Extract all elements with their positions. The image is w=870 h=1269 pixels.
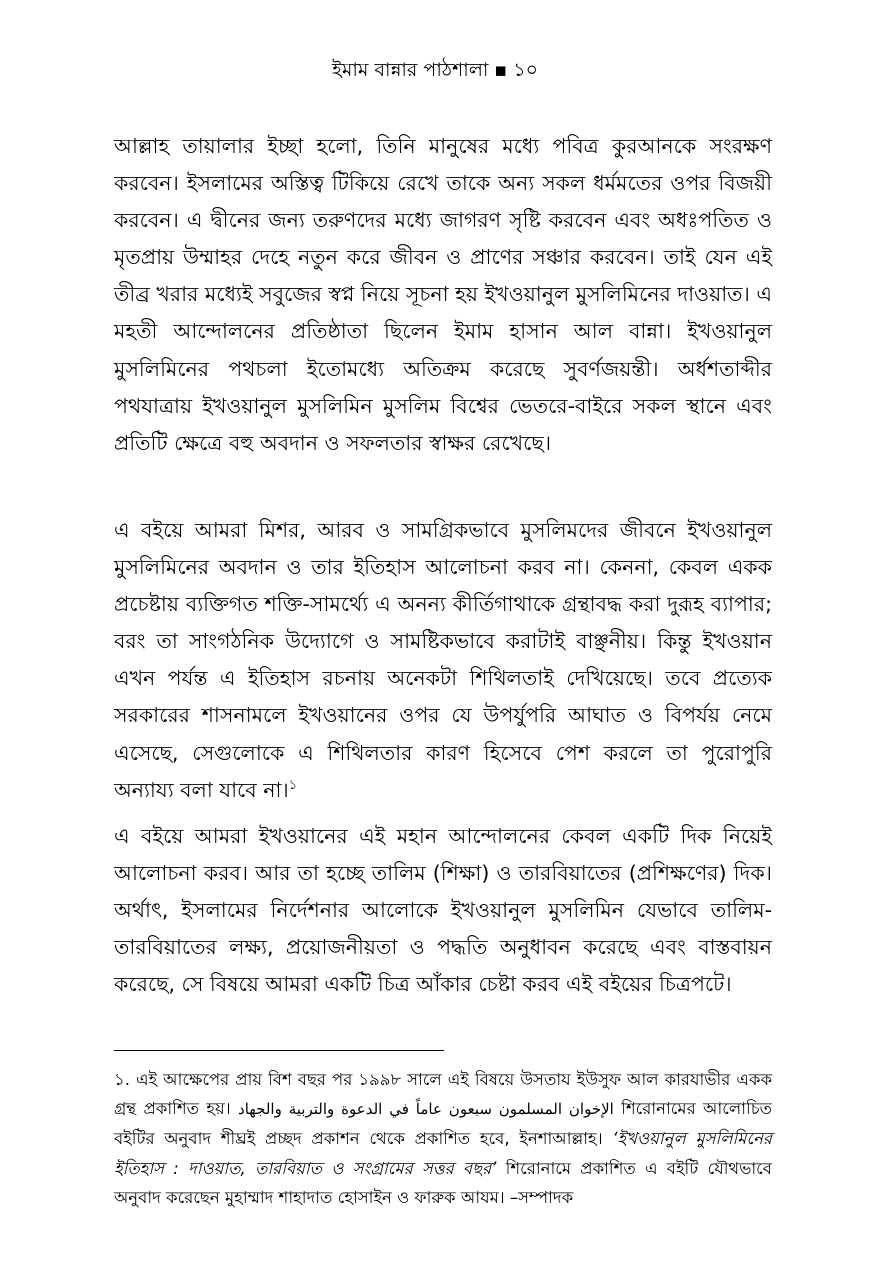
running-header: ইমাম বান্নার পাঠশালা ▪ ১০ — [331, 59, 539, 81]
footnote-text-3: শিরোনামে প্রকাশিত এ বইটি যৌথভাবে অনুবাদ করেছেন মুহাম্মাদ শাহাদাত হোসাইন ও ফারুক আযম। –সম্পাদক — [114, 1158, 772, 1207]
paragraph-2 — [114, 512, 772, 809]
paragraph-2-text: এ বইয়ে আমরা মিশর, আরব ও সামগ্রিকভাবে মুসলিমদের জীবনে ইখওয়ানুল মুসলিমিনের অবদান ও তার ইতিহাস আলোচনা করব না। কেননা, কেবল একক প্রচেষ্টায় ব্যক্তিগত শক্তি-সামর্থ্যে এ অনন্য কীর্তিগাথাকে গ্রন্থাবদ্ধ করা দুরূহ ব্যাপার; বরং তা সাংগঠনিক উদ্যোগে ও সামষ্টিকভাবে করাটাই বাঞ্ছনীয়। কিন্তু ইখওয়ান এখন পর্যন্ত এ ইতিহাস রচনায় অনেকটা শিথিলতাই দেখিয়েছে। তবে প্রত্যেক সরকারের শাসনামলে ইখওয়ানের ওপর যে উপর্যুপরি আঘাত ও বিপর্যয় নেমে এসেছে, সেগুলোকে এ শিথিলতার কারণ হিসেবে পেশ করলে তা পুরোপুরি অন্যায্য বলা যাবে না। — [114, 518, 772, 802]
footnote-marker: ১ — [288, 777, 298, 793]
footnote — [114, 1065, 772, 1212]
footnote-number: ১. — [114, 1070, 130, 1089]
footnote-divider — [114, 1050, 444, 1051]
footnote-text-1: এই আক্ষেপের প্রায় বিশ বছর পর ১৯৯৮ সালে এই বিষয়ে উসতায ইউসুফ আল কারযাভীর একক গ্রন্থ প্রকাশিত হয়। — [114, 1070, 772, 1119]
footnote-book-title: ‘ইখওয়ানুল মুসলিমিনের ইতিহাস : দাওয়াত, তারবিয়াত ও সংগ্রামের সত্তর বছর’ — [114, 1129, 772, 1178]
paragraph-3: এ বইয়ে আমরা ইখওয়ানের এই মহান আন্দোলনের কেবল একটি দিক নিয়েই আলোচনা করব। আর তা হচ্ছে তালিম (শিক্ষা) ও তারবিয়াতের (প্রশিক্ষণের) দিক। অর্থাৎ, ইসলামের নির্দেশনার আলোকে ইখওয়ানুল মুসলিমিন যেভাবে তালিম-তারবিয়াতের লক্ষ্য, প্রয়োজনীয়তা ও পদ্ধতি অনুধাবন করেছে এবং বাস্তবায়ন করেছে, সে বিষয়ে আমরা একটি চিত্র আঁকার চেষ্টা করব এই বইয়ের চিত্রপটে। — [114, 824, 772, 997]
paragraph-1: আল্লাহ তায়ালার ইচ্ছা হলো, তিনি মানুষের মধ্যে পবিত্র কুরআনকে সংরক্ষণ করবেন। ইসলামের অস্তিত্ব টিকিয়ে রেখে তাকে অন্য সকল ধর্মমতের ওপর বিজয়ী করবেন। এ দ্বীনের জন্য তরুণদের মধ্যে জাগরণ সৃষ্টি করবেন এবং অধঃপতিত ও মৃতপ্রায় উম্মাহর দেহে নতুন করে জীবন ও প্রাণের সঞ্চার করবেন। তাই যেন এই তীব্র খরার মধ্যেই সবুজের স্বপ্ন নিয়ে সূচনা হয় ইখওয়ানুল মুসলিমিনের দাওয়াত। এ মহতী আন্দোলনের প্রতিষ্ঠাতা ছিলেন ইমাম হাসান আল বান্না। ইখওয়ানুল মুসলিমিনের পথচলা ইতোমধ্যে অতিক্রম করেছে সুবর্ণজয়ন্তী। অর্ধশতাব্দীর পথযাত্রায় ইখওয়ানুল মুসলিমিন মুসলিম বিশ্বের ভেতরে-বাইরে সকল স্থানে এবং প্রতিটি ক্ষেত্রে বহু অবদান ও সফলতার স্বাক্ষর রেখেছে। — [114, 134, 772, 455]
footnote-arabic-title: الإخوان المسلمون سبعون عاماً في الدعوة والتربية والجهاد — [238, 1100, 614, 1119]
footnote-text-2: শিরোনামের আলোচিত বইটির অনুবাদ শীঘ্রই প্রচ্ছদ প্রকাশন থেকে প্রকাশিত হবে, ইনশাআল্লাহ। — [114, 1099, 772, 1149]
